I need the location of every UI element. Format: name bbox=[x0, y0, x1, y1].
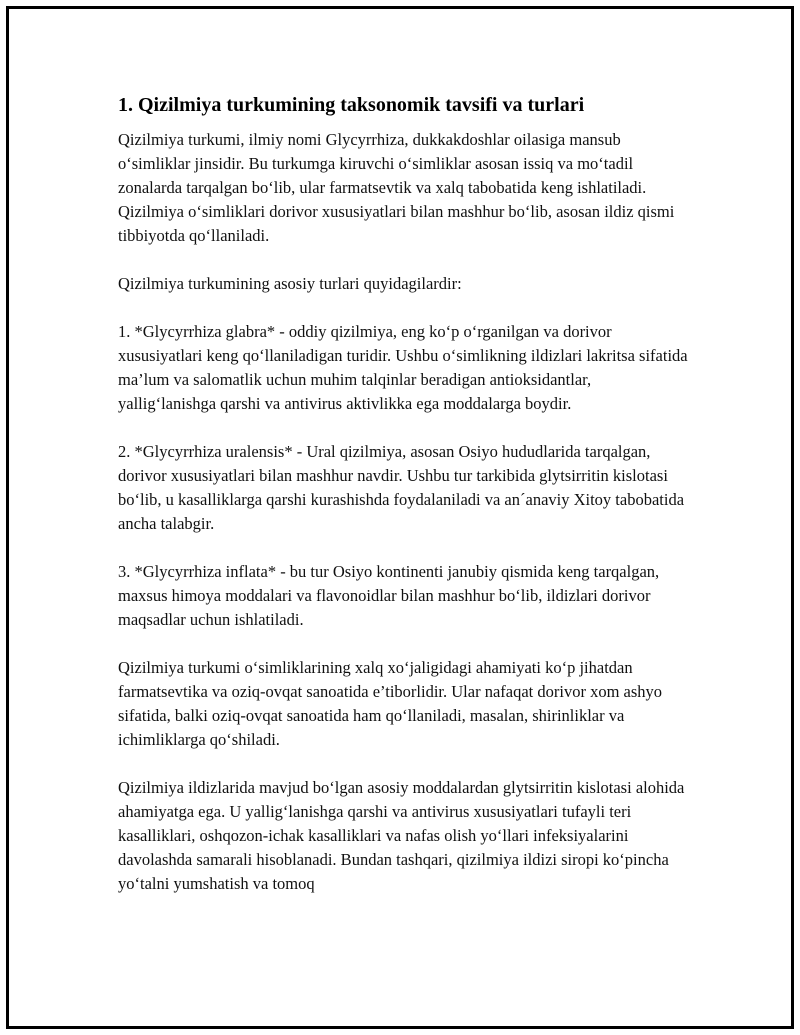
paragraph-economic-importance: Qizilmiya turkumi o‘simliklarining xalq xo‘jaligidagi ahamiyati ko‘p jihatdan farmatsevtika va oziq-ovqat sanoatida e’tiborlidir. Ular nafaqat dorivor xom ashyo sifatida, balki oziq-ovqat sanoatida ham qo‘llaniladi, masalan, shirinliklar va ichimliklarga qo‘shiladi. bbox=[118, 658, 663, 749]
paragraph-species-lead: Qizilmiya turkumining asosiy turlari quyidagilardir: bbox=[118, 274, 462, 293]
paragraph-inflata: 3. *Glycyrrhiza inflata* - bu tur Osiyo kontinenti janubiy qismida keng tarqalgan, maxsus himoya moddalari va flavonoidlar bilan mashhur bo‘lib, ildizlari dorivor maqsadlar uchun ishlatiladi. bbox=[118, 562, 660, 629]
section-heading: 1. Qizilmiya turkumining taksonomik tavsifi va turlari bbox=[118, 94, 585, 116]
paragraph-uralensis: 2. *Glycyrrhiza uralensis* - Ural qizilmiya, asosan Osiyo hududlarida tarqalgan, dorivor xususiyatlari bilan mashhur navdir. Ushbu tur tarkibida glytsirritin kislotasi bo‘lib, u kasalliklarga qarshi kurashishda foydalaniladi va an´anaviy Xitoy tabobatida ancha talabgir. bbox=[118, 442, 685, 533]
paragraph-intro: Qizilmiya turkumi, ilmiy nomi Glycyrrhiza, dukkakdoshlar oilasiga mansub o‘simliklar jinsidir. Bu turkumga kiruvchi o‘simliklar asosan issiq va mo‘tadil zonalarda tarqalgan bo‘lib, ular farmatsevtik va xalq tabobatida keng ishlatiladi. Qizilmiya o‘simliklari dorivor xususiyatlari bilan mashhur bo‘lib, asosan ildiz qismi tibbiyotda qo‘llaniladi. bbox=[118, 130, 675, 245]
paragraph-glabra: 1. *Glycyrrhiza glabra* - oddiy qizilmiya, eng ko‘p o‘rganilgan va dorivor xususiyatlari keng qo‘llaniladigan turidir. Ushbu o‘simlikning ildizlari lakritsa sifatida ma’lum va salomatlik uchun muhim talqinlar beradigan antioksidantlar, yallig‘lanishga qarshi va antivirus aktivlikka ega moddalarga boydir. bbox=[118, 322, 688, 413]
document-body bbox=[118, 92, 688, 920]
paragraph-glycyrrhizin: Qizilmiya ildizlarida mavjud bo‘lgan asosiy moddalardan glytsirritin kislotasi alohida ahamiyatga ega. U yallig‘lanishga qarshi va antivirus xususiyatlari tufayli teri kasalliklari, oshqozon-ichak kasalliklari va nafas olish yo‘llari infeksiyalarini davolashda samarali hisoblanadi. Bundan tashqari, qizilmiya ildizi siropi ko‘pincha yo‘talni yumshatish va tomoq bbox=[118, 778, 685, 893]
